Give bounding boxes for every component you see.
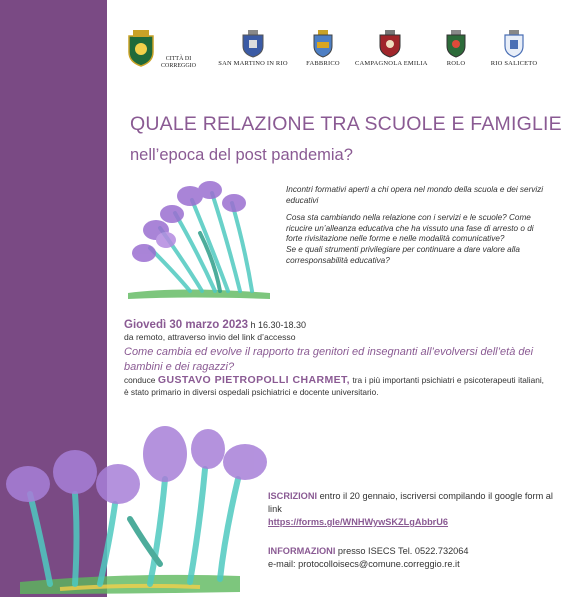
rolo-label: ROLO xyxy=(446,60,466,67)
logo-rio-saliceto xyxy=(490,30,538,67)
event-date: Giovedì 30 marzo 2023 xyxy=(124,319,249,331)
event-question: Come cambia ed evolve il rapporto tra genitori ed insegnanti all’evolversi dell’età dei bambini e dei ragazzi? xyxy=(124,346,534,373)
event-details xyxy=(124,320,544,398)
speaker-name: GUSTAVO PIETROPOLLI CHARMET, xyxy=(157,374,350,386)
registration-block xyxy=(268,490,558,516)
conduct-prefix: conduce xyxy=(124,375,158,385)
intro-text xyxy=(286,185,546,273)
rolo-crest-icon xyxy=(445,30,467,58)
event-date-line xyxy=(124,320,544,332)
intro-paragraph-2: Cosa sta cambiando nella relazione con i servizi e le scuole? Come ricucire un’alleanza educativa che ha vissuto una fase di arresto o di forte rivisitazione nelle forme e nelle modalità comunicative? Se e quali strumenti privilegiare per continuare a dare valore alla corresponsabilità educativa? xyxy=(286,213,534,265)
campagnola-crest-icon xyxy=(378,30,402,58)
logo-fabbrico xyxy=(303,30,343,67)
intro-paragraph-1: Incontri formativi aperti a chi opera nel mondo della scuola e dei servizi educativi xyxy=(286,185,544,205)
speaker-bio: tra i più importanti psichiatri e psicoterapeuti italiani, è stato primario in diversi ospedali psichiatrici e docente universitario. xyxy=(124,375,544,397)
fabbrico-crest-icon xyxy=(312,30,334,58)
registration-link[interactable]: https://forms.gle/WNHWywSKZLgAbbrU6 xyxy=(268,517,449,527)
san-martino-crest-icon xyxy=(241,30,265,58)
logo-campagnola xyxy=(355,30,428,67)
subtitle: nell’epoca del post pandemia? xyxy=(130,146,353,164)
city-name: CORREGGIO xyxy=(161,63,197,69)
registration-label: ISCRIZIONI xyxy=(268,491,318,501)
correggio-crest-icon xyxy=(125,30,157,68)
main-title: QUALE RELAZIONE TRA SCUOLE E FAMIGLIE xyxy=(130,113,562,135)
flower-illustration-bottom xyxy=(0,424,270,597)
city-prefix: CITTÀ DI xyxy=(165,56,192,62)
logo-san-martino xyxy=(218,30,288,67)
rio-saliceto-crest-icon xyxy=(503,30,525,58)
event-time: h 16.30-18.30 xyxy=(248,320,307,330)
correggio-label xyxy=(161,56,196,70)
fabbrico-label: FABBRICO xyxy=(306,60,340,67)
campagnola-label: CAMPAGNOLA EMILIA xyxy=(355,60,428,67)
flower-illustration-top xyxy=(120,178,275,303)
event-mode: da remoto, attraverso invio del link d’accesso xyxy=(124,331,296,342)
logo-rolo xyxy=(441,30,471,67)
info-text: presso ISECS Tel. 0522.732064 xyxy=(335,546,469,556)
san-martino-label: SAN MARTINO IN RIO xyxy=(218,60,288,67)
info-block xyxy=(268,545,558,558)
speaker-description xyxy=(124,375,544,398)
rio-saliceto-label: RIO SALICETO xyxy=(490,60,538,67)
registration-text: entro il 20 gennaio, iscriversi compilando il google form al link xyxy=(268,491,553,514)
registration-info xyxy=(268,490,558,571)
email-line[interactable]: e-mail: protocolloisecs@comune.correggio.re.it xyxy=(268,559,460,569)
municipality-logos xyxy=(115,30,570,80)
info-label: INFORMAZIONI xyxy=(268,546,336,556)
